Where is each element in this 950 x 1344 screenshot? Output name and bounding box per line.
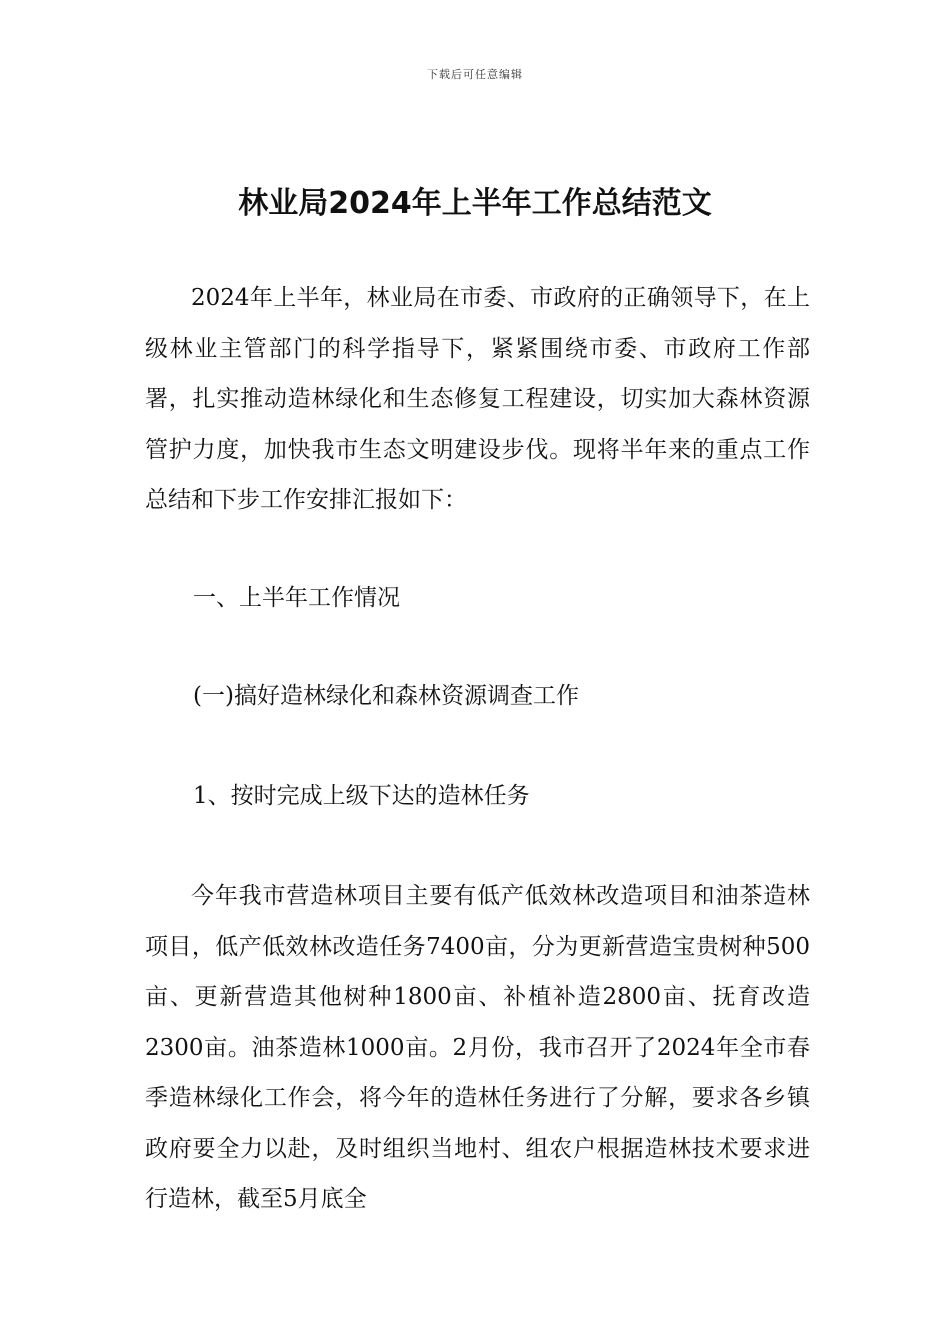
document-title: 林业局2024年上半年工作总结范文 xyxy=(238,186,712,221)
body-paragraph: 今年我市营造林项目主要有低产低效林改造项目和油茶造林项目，低产低效林改造任务7400亩，分为更新营造宝贵树种500亩、更新营造其他树种1800亩、补植补造2800亩、抚育改造2300亩。油茶造林1000亩。2月份，我市召开了2024年全市春季造林绿化工作会，将今年的造林任务进行了分解，要求各乡镇政府要全力以赴，及时组织当地村、组农户根据造林技术要求进行造林，截至5月底全 xyxy=(145,883,810,1212)
subsection-heading: (一)搞好造林绿化和森林资源调查工作 xyxy=(193,683,579,709)
header-note: 下载后可任意编辑 xyxy=(427,68,523,81)
item-heading: 1、按时完成上级下达的造林任务 xyxy=(193,783,530,809)
section-heading: 一、上半年工作情况 xyxy=(193,585,400,611)
intro-paragraph: 2024年上半年，林业局在市委、市政府的正确领导下，在上级林业主管部门的科学指导下，紧紧围绕市委、市政府工作部署，扎实推动造林绿化和生态修复工程建设，切实加大森林资源管护力度，加快我市生态文明建设步伐。现将半年来的重点工作总结和下步工作安排汇报如下： xyxy=(145,285,810,513)
